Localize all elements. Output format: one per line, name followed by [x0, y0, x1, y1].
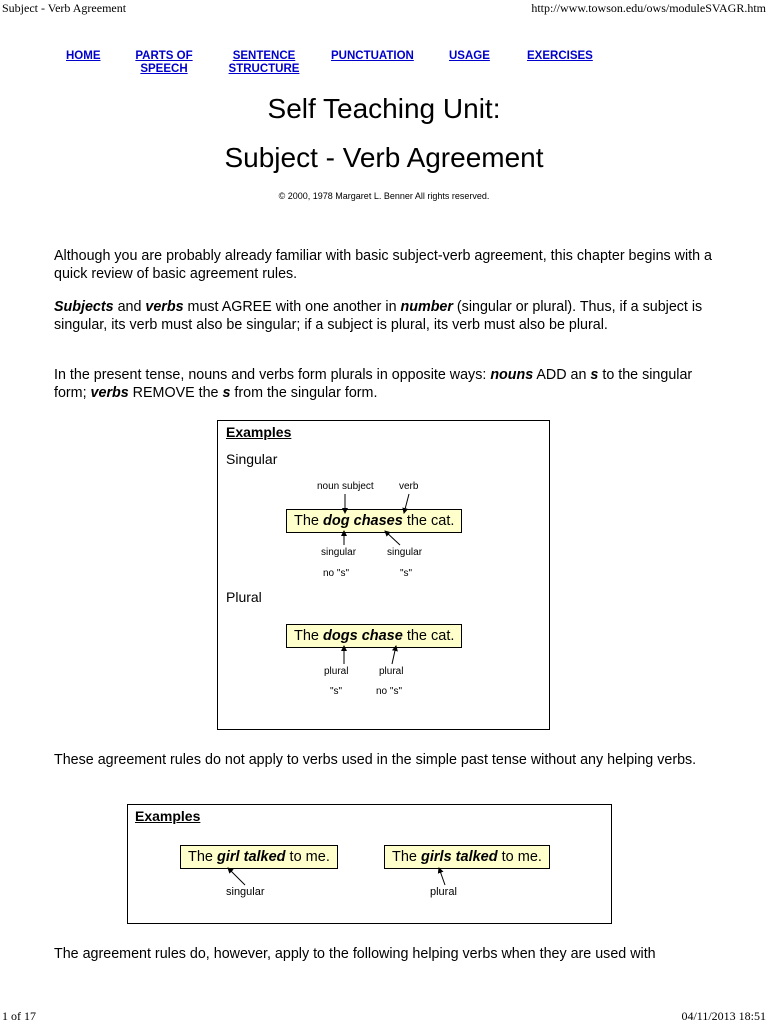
term-nouns: nouns [490, 367, 534, 383]
sentence-verb: chases [353, 513, 403, 529]
p3-text-e: from the singular form. [230, 384, 378, 401]
nav-parts-label-2: SPEECH [140, 63, 188, 75]
annotation-singular: singular [226, 886, 265, 898]
p3-text-d: REMOVE the [128, 384, 223, 401]
sentence-verb: chase [361, 628, 403, 644]
annotation-no-s: no "s" [376, 686, 403, 697]
term-verbs: verbs [145, 299, 184, 315]
term-s-1: s [590, 367, 599, 383]
term-number: number [400, 299, 453, 315]
examples-heading: Examples [226, 424, 292, 440]
annotation-s: "s" [400, 568, 413, 579]
term-verbs-2: verbs [90, 384, 129, 401]
print-header-title: Subject - Verb Agreement [2, 1, 127, 15]
annotation-singular: singular [387, 547, 423, 558]
p3-text-b: ADD an [533, 367, 591, 383]
annotation-plural: plural [430, 886, 457, 898]
sentence-verb: talked [243, 849, 286, 865]
past-tense-paragraph: These agreement rules do not apply to verbs used in the simple past tense without any helping verbs. [54, 752, 697, 768]
plural-forms-paragraph [54, 367, 714, 402]
annotation-arrows [218, 421, 551, 731]
sentence-text: the cat. [402, 628, 455, 644]
nav-exercises-link[interactable] [527, 50, 593, 63]
helping-verbs-paragraph: The agreement rules do, however, apply to the following helping verbs when they are used with [54, 946, 656, 962]
nav-usage-label: USAGE [449, 50, 490, 62]
nav-sentence-label-2: STRUCTURE [228, 63, 300, 75]
annotation-plural: plural [324, 666, 349, 677]
top-nav [0, 50, 768, 80]
print-footer-datetime: 04/11/2013 18:51 [681, 1009, 766, 1023]
sentence-text: The [294, 628, 324, 644]
nav-home-link[interactable] [66, 50, 101, 63]
annotation-s: "s" [330, 686, 343, 697]
nav-exercises-label: EXERCISES [527, 50, 593, 62]
nav-punctuation-label: PUNCTUATION [331, 50, 414, 62]
p3-text-c: to the singular form; [54, 367, 693, 401]
annotation-plural: plural [379, 666, 404, 677]
print-header-url: http://www.towson.edu/ows/moduleSVAGR.htm [531, 1, 766, 15]
p2-text-rest: (singular or plural). Thus, if a subject is singular, its verb must also be singular; if a subject is plural, its verb must also be plural. [54, 299, 703, 333]
sentence-verb: talked [455, 849, 498, 865]
sentence-subject: dogs [323, 628, 358, 644]
page-title-line-2: Subject - Verb Agreement [224, 142, 544, 173]
p3-text-a: In the present tense, nouns and verbs form plurals in opposite ways: [54, 367, 491, 383]
annotation-arrows [128, 805, 613, 925]
annotation-singular: singular [321, 547, 357, 558]
copyright-notice: © 2000, 1978 Margaret L. Benner All rights reserved. [278, 191, 490, 201]
p2-text-mid: must AGREE with one another in [183, 299, 401, 315]
nav-sentence-structure-link[interactable] [227, 50, 301, 76]
nav-sentence-label-1: SENTENCE [232, 50, 296, 62]
nav-home-label: HOME [66, 50, 101, 62]
sentence-text: The [392, 849, 422, 865]
nav-usage-link[interactable] [449, 50, 490, 63]
plural-label: Plural [226, 589, 262, 605]
annotation-no-s: no "s" [323, 568, 350, 579]
print-footer-page: 1 of 17 [2, 1009, 36, 1023]
intro-paragraph: Although you are probably already familiar with basic subject-verb agreement, this chapter begins with a quick review of basic agreement rules. [54, 248, 713, 282]
examples-box-present-tense [217, 420, 550, 730]
page-title-line-1: Self Teaching Unit: [267, 93, 501, 124]
annotation-noun-subject: noun subject [317, 481, 374, 492]
sentence-subject: girl [217, 849, 240, 865]
singular-label: Singular [226, 451, 278, 467]
sentence-text: to me. [285, 849, 330, 865]
sentence-subject: girls [421, 849, 452, 865]
annotation-verb: verb [399, 481, 419, 492]
agreement-rule-paragraph [54, 299, 714, 334]
examples-heading: Examples [135, 808, 201, 824]
term-subjects: Subjects [54, 299, 114, 315]
examples-box-past-tense [127, 804, 612, 924]
nav-parts-label-1: PARTS OF [135, 50, 193, 62]
p2-text-and: and [113, 299, 146, 315]
sentence-text: to me. [497, 849, 542, 865]
sentence-subject: dog [323, 513, 350, 529]
sentence-text: the cat. [402, 513, 455, 529]
nav-punctuation-link[interactable] [331, 50, 414, 63]
sentence-text: The [188, 849, 218, 865]
term-s-2: s [222, 384, 231, 401]
nav-parts-of-speech-link[interactable] [134, 50, 194, 76]
sentence-text: The [294, 513, 324, 529]
